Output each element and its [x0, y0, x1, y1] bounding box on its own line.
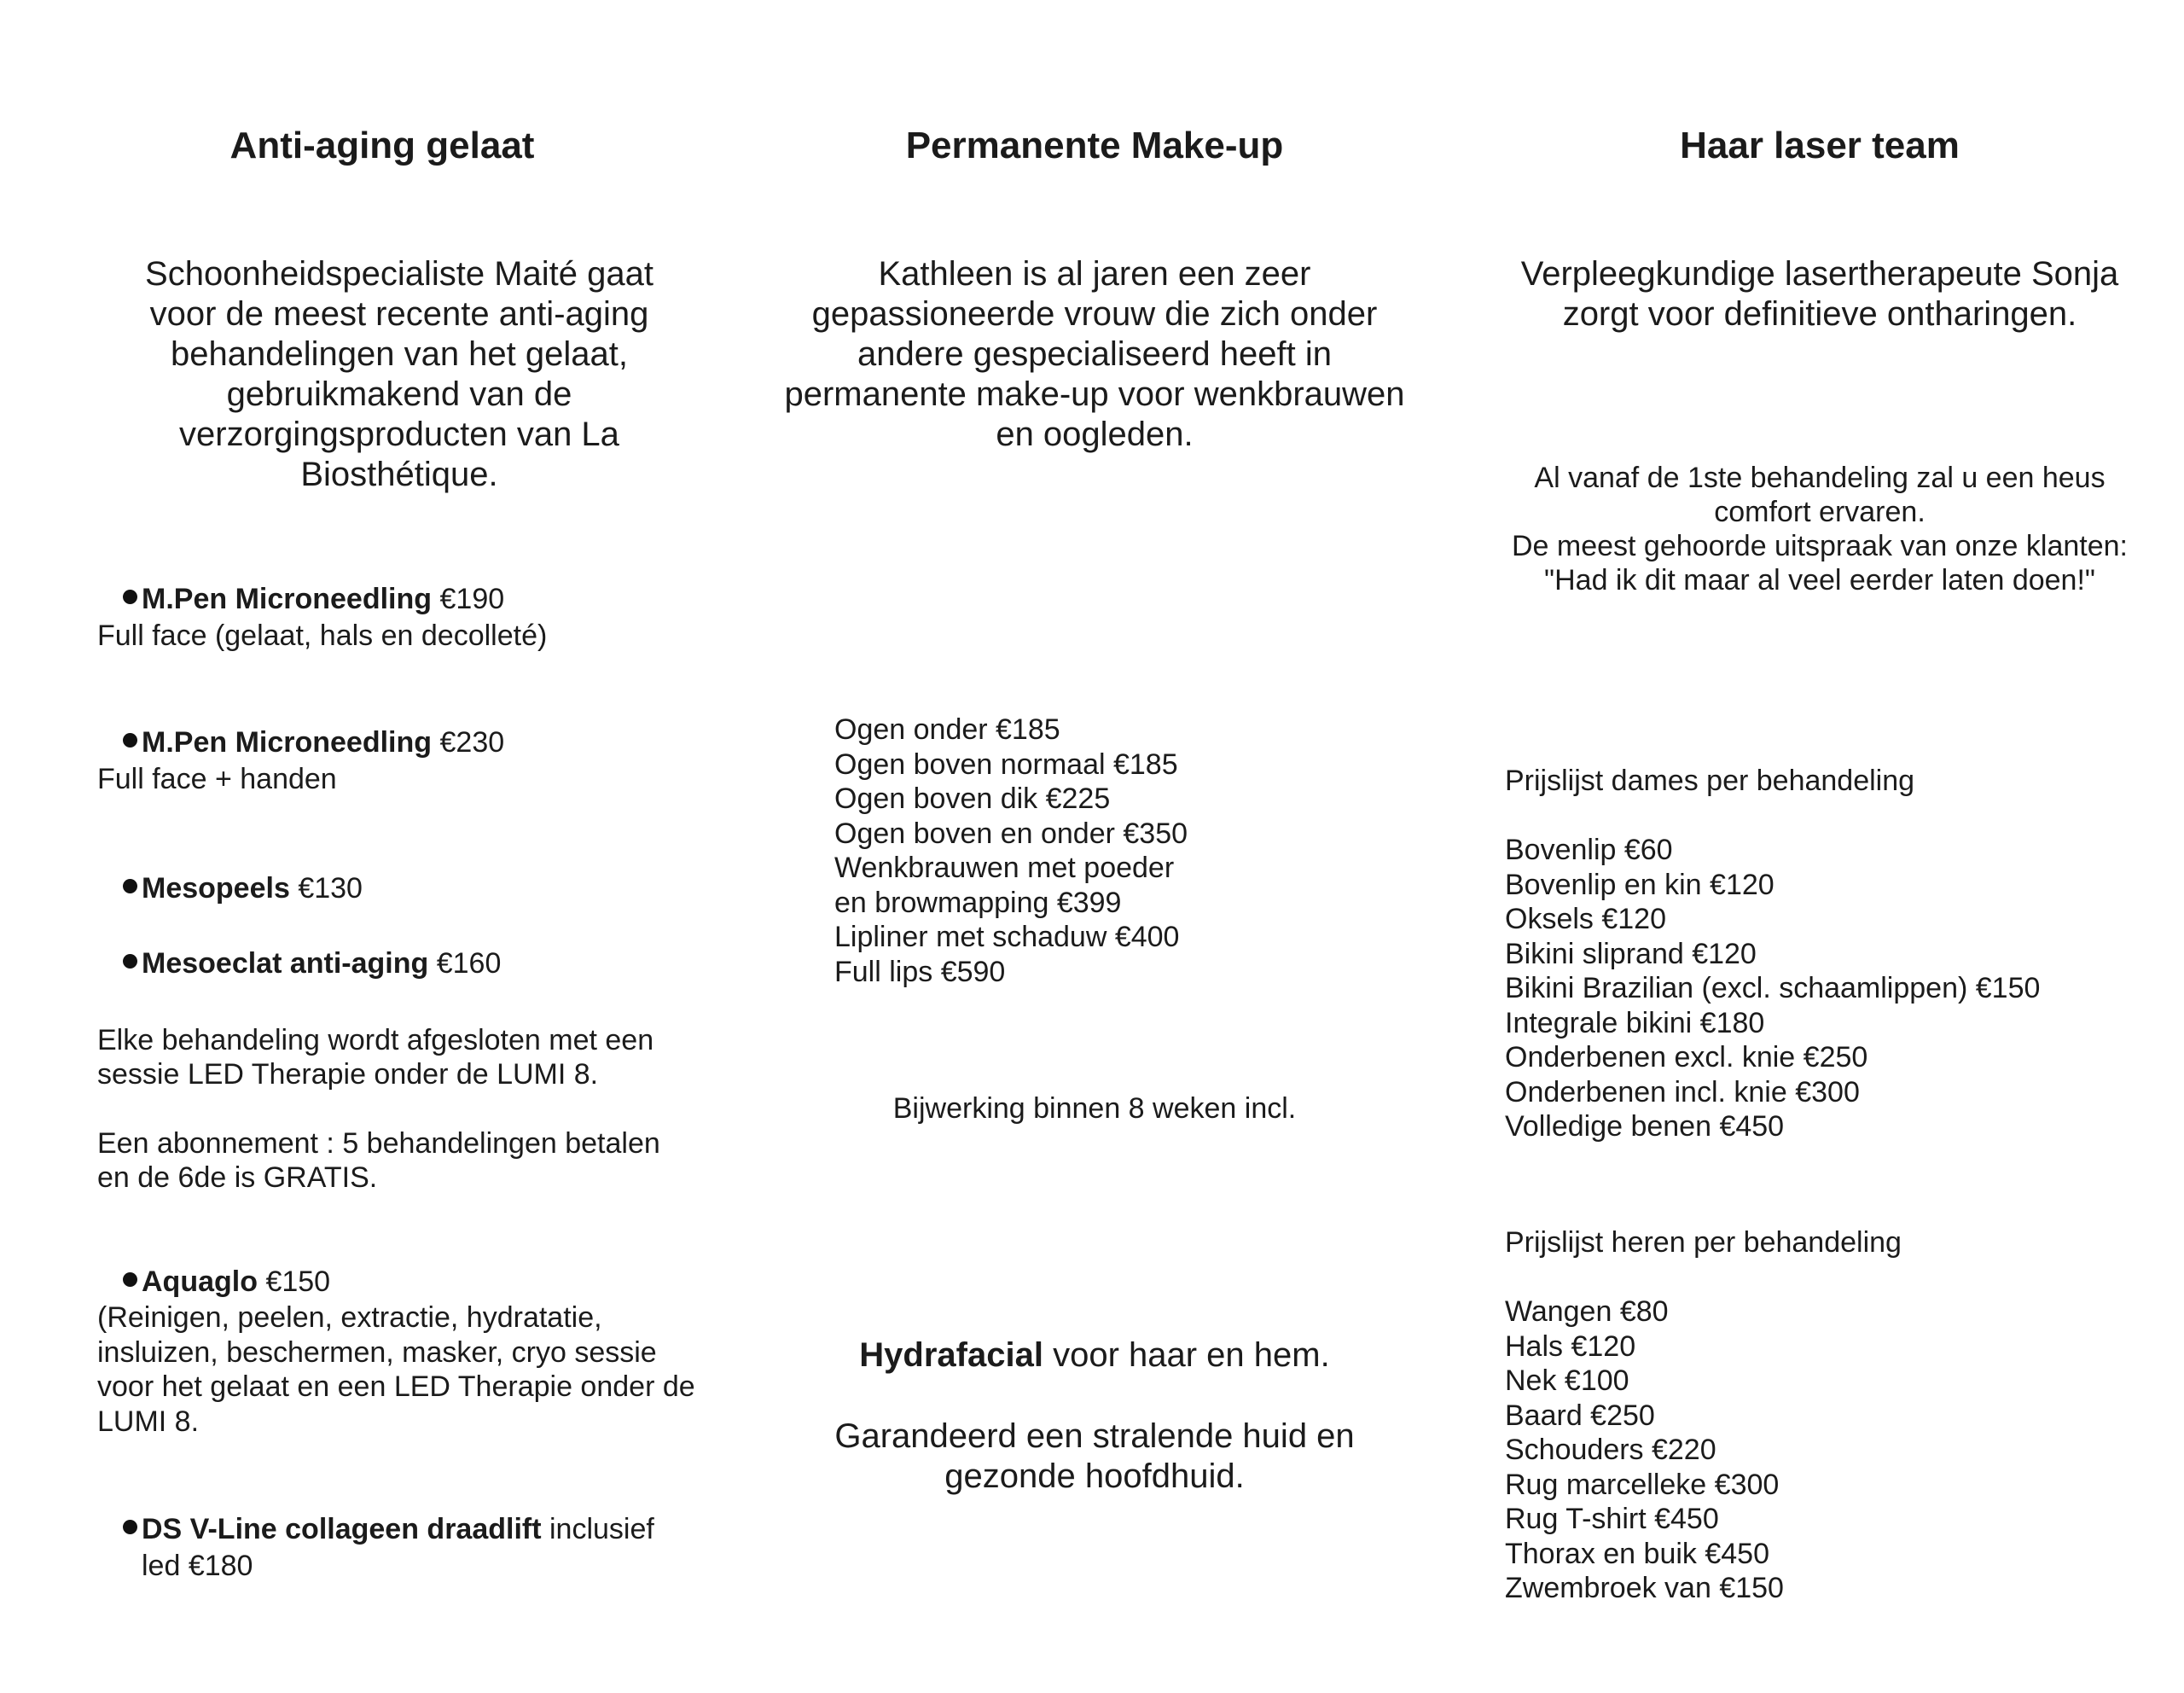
intro-line: Biosthétique.	[300, 456, 498, 493]
price-line: Nek €100	[1505, 1364, 1629, 1397]
price-line: Bovenlip en kin €120	[1505, 868, 1774, 901]
intro-line: verzorgingsproducten van La	[179, 416, 619, 453]
intro-haar-laser-team	[1487, 254, 2152, 335]
price-line: Ogen onder €185	[834, 713, 1060, 746]
treatment-name: DS V-Line collageen draadlift	[142, 1513, 542, 1545]
price-line: Ogen boven dik €225	[834, 783, 1111, 815]
note-line: en de 6de is GRATIS.	[97, 1161, 378, 1194]
intro-anti-aging	[75, 254, 723, 495]
note-line: sessie LED Therapie onder de LUMI 8.	[97, 1058, 599, 1091]
price-list-heading: Prijslijst heren per behandeling	[1505, 1226, 1902, 1259]
price-line: Full lips €590	[834, 955, 1006, 988]
price-list-permanente-make-up	[834, 713, 1188, 989]
price-line: en browmapping €399	[834, 886, 1122, 919]
treatment-description: Full face + handen	[97, 763, 337, 795]
price-line: Bovenlip €60	[1505, 834, 1673, 866]
intro-line: en oogleden.	[996, 416, 1194, 453]
intro-line: permanente make-up voor wenkbrauwen	[784, 375, 1405, 413]
treatment-item-aquaglo	[97, 1264, 695, 1439]
treatment-name: M.Pen Microneedling	[142, 726, 433, 759]
treatment-description: voor het gelaat en een LED Therapie onder de	[97, 1370, 695, 1403]
price-line: Wenkbrauwen met poeder	[834, 852, 1175, 884]
intro-line: behandelingen van het gelaat,	[170, 335, 628, 373]
price-line: Ogen boven normaal €185	[834, 748, 1178, 781]
price-line: Schouders €220	[1505, 1434, 1716, 1466]
comfort-line: "Had ik dit maar al veel eerder laten doen!"	[1544, 564, 2095, 596]
intro-line: Kathleen is al jaren een zeer	[878, 255, 1311, 293]
hydrafacial-block	[762, 1335, 1427, 1497]
price-line: Thorax en buik €450	[1505, 1537, 1769, 1570]
price-line: Volledige benen €450	[1505, 1110, 1785, 1143]
comfort-quote	[1487, 461, 2152, 597]
treatment-price: €230	[439, 726, 505, 759]
note-subscription	[97, 1126, 660, 1195]
bullet-icon	[123, 1272, 137, 1287]
comfort-line: De meest gehoorde uitspraak van onze klanten:	[1511, 530, 2128, 562]
price-line: Integrale bikini €180	[1505, 1006, 1765, 1039]
intro-line: andere gespecialiseerd heeft in	[857, 335, 1332, 373]
treatment-name: Mesopeels	[142, 872, 290, 905]
price-line: Onderbenen excl. knie €250	[1505, 1041, 1868, 1073]
price-line: Wangen €80	[1505, 1295, 1669, 1328]
hydrafacial-name: Hydrafacial	[859, 1336, 1043, 1374]
intro-line: voor de meest recente anti-aging	[149, 295, 649, 333]
price-line: Zwembroek van €150	[1505, 1572, 1784, 1604]
treatment-suffix: inclusief	[549, 1513, 654, 1545]
intro-line: gepassioneerde vrouw die zich onder	[811, 295, 1378, 333]
treatment-item-ds-vline	[97, 1511, 654, 1585]
note-line: Elke behandeling wordt afgesloten met een	[97, 1024, 654, 1056]
bullet-icon	[123, 590, 137, 604]
treatment-item	[97, 724, 504, 798]
bullet-icon	[123, 879, 137, 893]
treatment-price: €150	[265, 1265, 331, 1298]
price-line: Onderbenen incl. knie €300	[1505, 1075, 1860, 1108]
treatment-description: LUMI 8.	[97, 1405, 200, 1438]
hydrafacial-line: Garandeerd een stralende huid en	[834, 1417, 1355, 1455]
note-line: Een abonnement : 5 behandelingen betalen	[97, 1127, 660, 1160]
touchup-note: Bijwerking binnen 8 weken incl.	[892, 1092, 1297, 1125]
price-line: Hals €120	[1505, 1329, 1636, 1363]
price-line: Rug T-shirt €450	[1505, 1503, 1719, 1535]
title-haar-laser-team: Haar laser team	[1680, 125, 1960, 166]
price-list-dames	[1505, 764, 2040, 1144]
title-permanente-make-up: Permanente Make-up	[905, 125, 1284, 166]
price-list-heading: Prijslijst dames per behandeling	[1505, 765, 1915, 797]
intro-line: zorgt voor definitieve ontharingen.	[1562, 295, 2077, 333]
intro-permanente-make-up	[762, 254, 1427, 455]
hydrafacial-line	[762, 1335, 1427, 1376]
intro-line: Verpleegkundige lasertherapeute Sonja	[1520, 255, 2119, 293]
price-line: Baard €250	[1505, 1399, 1655, 1432]
treatment-price: €130	[298, 872, 363, 905]
treatment-price: €190	[439, 583, 505, 615]
treatment-description: insluizen, beschermen, masker, cryo sessie	[97, 1335, 657, 1369]
treatment-item	[97, 581, 547, 655]
treatment-description: Full face (gelaat, hals en decolleté)	[97, 620, 548, 652]
price-line: Bikini sliprand €120	[1505, 937, 1757, 970]
price-line: Bikini Brazilian (excl. schaamlippen) €150	[1505, 972, 2041, 1004]
treatment-name: M.Pen Microneedling	[142, 583, 433, 615]
treatment-name: Aquaglo	[142, 1265, 258, 1298]
treatment-item	[97, 870, 363, 907]
bullet-icon	[123, 733, 137, 748]
treatment-price: €160	[436, 947, 502, 980]
price-line: Oksels €120	[1505, 903, 1666, 935]
intro-line: Schoonheidspecialiste Maité gaat	[145, 255, 653, 293]
comfort-line: Al vanaf de 1ste behandeling zal u een heus	[1534, 462, 2106, 494]
treatment-item	[97, 945, 501, 982]
intro-line: gebruikmakend van de	[226, 375, 572, 413]
treatment-price: led €180	[142, 1550, 253, 1582]
bullet-icon	[123, 1520, 137, 1534]
title-anti-aging: Anti-aging gelaat	[229, 125, 535, 166]
bullet-icon	[123, 954, 137, 969]
price-line: Rug marcelleke €300	[1505, 1468, 1780, 1501]
price-line: Ogen boven en onder €350	[834, 817, 1188, 850]
treatment-name: Mesoeclat anti-aging	[142, 947, 429, 980]
note-led-therapy	[97, 1023, 653, 1091]
treatment-description: (Reinigen, peelen, extractie, hydratatie,	[97, 1301, 602, 1334]
price-list-heren	[1505, 1225, 1902, 1606]
hydrafacial-rest: voor haar en hem.	[1053, 1336, 1330, 1374]
comfort-line: comfort ervaren.	[1714, 496, 1926, 528]
hydrafacial-line: gezonde hoofdhuid.	[944, 1457, 1245, 1495]
price-line: Lipliner met schaduw €400	[834, 921, 1180, 953]
